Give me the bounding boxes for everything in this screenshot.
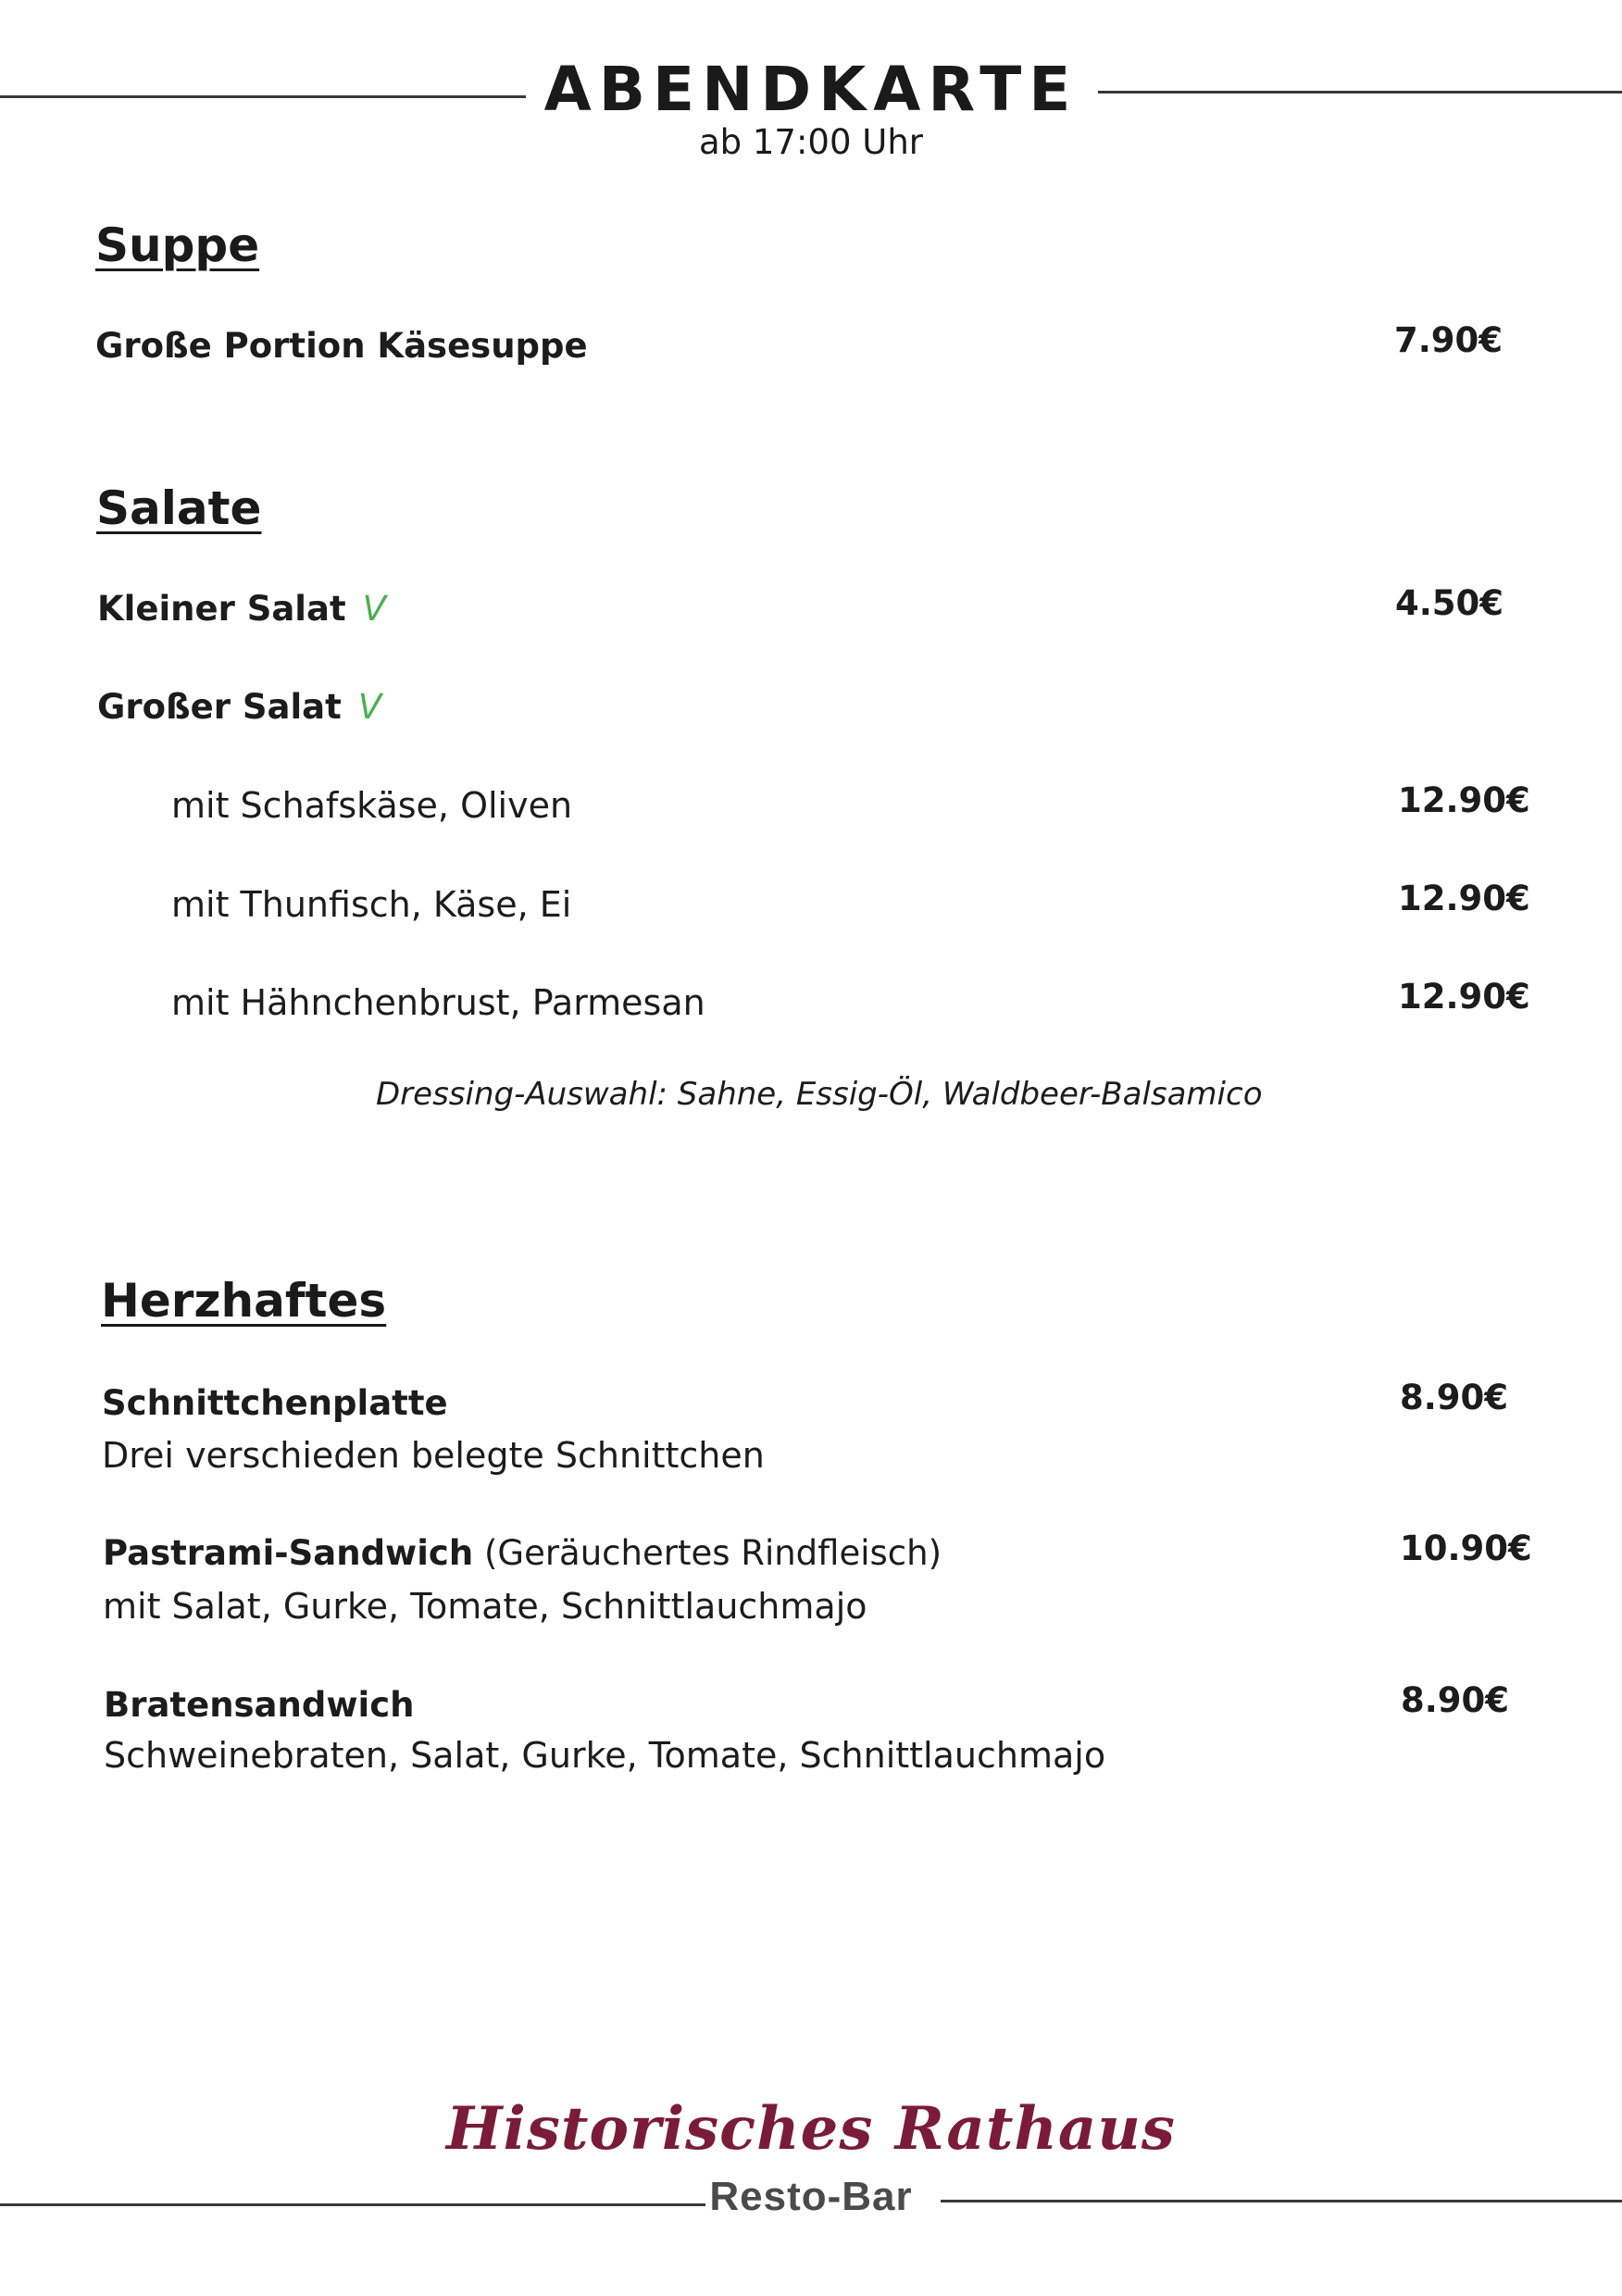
item-description-schnittchenplatte: Drei verschieden belegte Schnittchen	[102, 1435, 765, 1476]
salad-variant-thunfisch: mit Thunfisch, Käse, Ei	[171, 884, 572, 925]
item-description-pastrami: mit Salat, Gurke, Tomate, Schnittlauchmajo	[103, 1586, 867, 1627]
price-salad-haehnchen: 12.90€	[1398, 977, 1530, 1017]
item-name: Großer Salat	[97, 687, 342, 727]
vegetarian-mark: V	[362, 589, 386, 629]
price-salad-thunfisch: 12.90€	[1398, 879, 1530, 918]
menu-item-bratensandwich: Bratensandwich	[104, 1685, 415, 1725]
vegetarian-mark: V	[357, 687, 382, 727]
item-description-bratensandwich: Schweinebraten, Salat, Gurke, Tomate, Schnittlauchmajo	[104, 1735, 1106, 1776]
item-name: Kleiner Salat	[97, 589, 346, 629]
section-title-herzhaftes: Herzhaftes	[101, 1274, 387, 1328]
salad-variant-schafskaese: mit Schafskäse, Oliven	[171, 785, 573, 826]
item-extra: (Geräuchertes Rindfleisch)	[473, 1533, 942, 1573]
restaurant-logo-subtitle: Resto-Bar	[709, 2174, 913, 2219]
menu-item-kaesesuppe: Große Portion Käsesuppe	[95, 326, 588, 366]
price-bratensandwich: 8.90€	[1401, 1680, 1510, 1720]
restaurant-logo-name: Historisches Rathaus	[446, 2094, 1176, 2164]
menu-item-schnittchenplatte: Schnittchenplatte	[102, 1383, 448, 1423]
dressing-note: Dressing-Auswahl: Sahne, Essig-Öl, Waldbeer-Balsamico	[376, 1076, 1263, 1113]
salad-variant-haehnchen: mit Hähnchenbrust, Parmesan	[171, 982, 705, 1023]
menu-item-kleiner-salat	[97, 589, 386, 629]
price-kaesesuppe: 7.90€	[1394, 320, 1503, 360]
price-kleiner-salat: 4.50€	[1395, 583, 1504, 623]
page-title: ABENDKARTE	[543, 54, 1079, 125]
item-name: Pastrami-Sandwich	[103, 1533, 474, 1573]
menu-item-grosser-salat	[97, 687, 381, 727]
section-title-salate: Salate	[96, 481, 262, 535]
price-salad-schafskaese: 12.90€	[1398, 780, 1530, 820]
section-title-suppe: Suppe	[95, 218, 260, 272]
price-schnittchenplatte: 8.90€	[1400, 1378, 1509, 1417]
menu-item-pastrami-sandwich	[103, 1533, 942, 1573]
price-pastrami-sandwich: 10.90€	[1400, 1529, 1532, 1568]
page-subtitle: ab 17:00 Uhr	[698, 122, 924, 162]
